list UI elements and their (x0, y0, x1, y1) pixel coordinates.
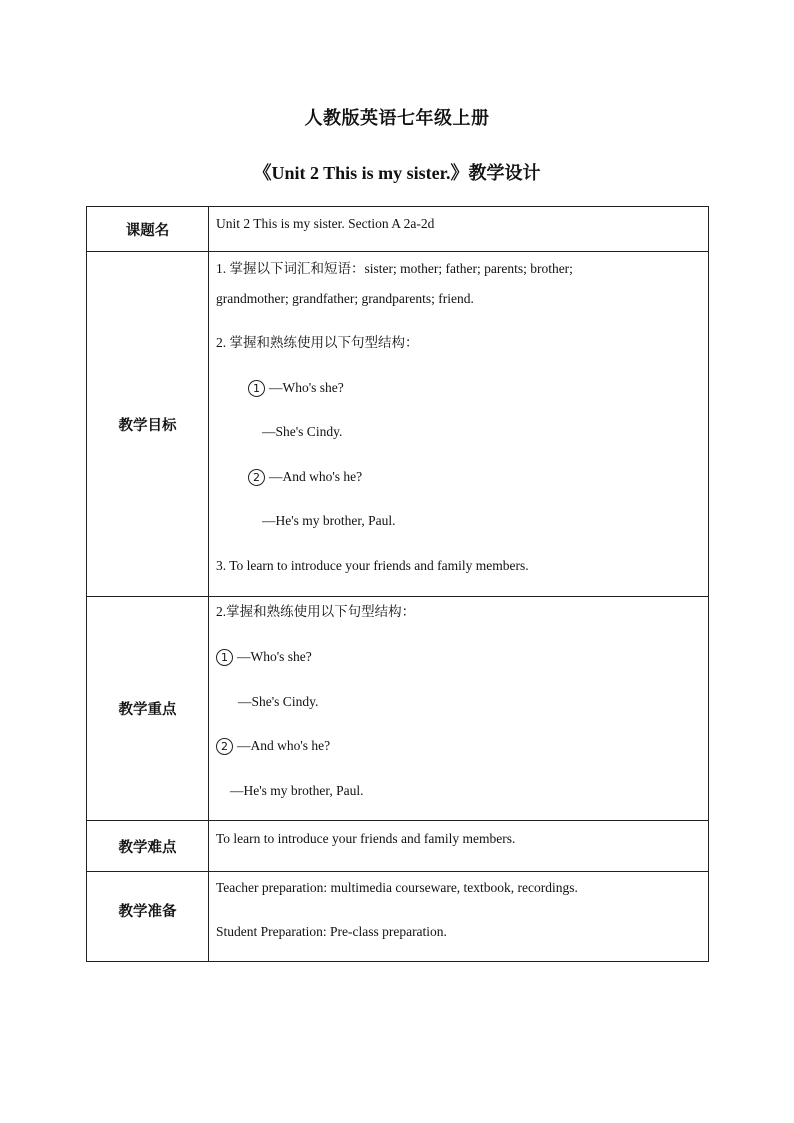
label-key-points: 教学重点 (87, 597, 209, 821)
key-points-line: —She's Cindy. (238, 694, 319, 709)
label-preparation: 教学准备 (87, 872, 209, 962)
objectives-line: 3. To learn to introduce your friends and family members. (216, 558, 529, 573)
objectives-line: —He's my brother, Paul. (262, 513, 396, 528)
preparation-line: Teacher preparation: multimedia courseware, textbook, recordings. (216, 880, 578, 895)
table-row-preparation (87, 872, 709, 962)
content-difficulties (209, 821, 709, 872)
label-difficulties: 教学难点 (87, 821, 209, 872)
objectives-line (248, 379, 344, 397)
page-title: 人教版英语七年级上册 (304, 108, 490, 128)
key-points-dialog-text: —Who's she? (237, 649, 312, 664)
content-key-points (209, 597, 709, 821)
circled-number-2: 2 (248, 469, 265, 486)
label-topic: 课题名 (87, 207, 209, 252)
label-objectives: 教学目标 (87, 252, 209, 597)
table-row-difficulties (87, 821, 709, 872)
objectives-line: 2. 掌握和熟练使用以下句型结构： (216, 335, 419, 350)
circled-number-2: 2 (216, 738, 233, 755)
objectives-line (248, 468, 362, 486)
content-preparation (209, 872, 709, 962)
topic-text: Unit 2 This is my sister. Section A 2a-2d (216, 216, 435, 231)
table-row-objectives (87, 252, 709, 597)
objectives-dialog-text: —Who's she? (269, 380, 344, 395)
table-row-topic (87, 207, 709, 252)
lesson-plan-table (86, 206, 709, 962)
preparation-line: Student Preparation: Pre-class preparation. (216, 924, 447, 939)
content-objectives (209, 252, 709, 597)
objectives-dialog-text: —And who's he? (269, 469, 363, 484)
circled-number-1: 1 (248, 380, 265, 397)
key-points-line (216, 648, 312, 666)
objectives-line: grandmother; grandfather; grandparents; friend. (216, 291, 474, 306)
difficulties-text: To learn to introduce your friends and family members. (216, 831, 516, 846)
objectives-line: 1. 掌握以下词汇和短语：sister; mother; father; parents; brother; (216, 261, 573, 276)
page-subtitle: 《Unit 2 This is my sister.》教学设计 (253, 163, 541, 183)
circled-number-1: 1 (216, 649, 233, 666)
key-points-dialog-text: —And who's he? (237, 738, 331, 753)
content-topic (209, 207, 709, 252)
key-points-line: 2.掌握和熟练使用以下句型结构： (216, 604, 416, 619)
key-points-line: —He's my brother, Paul. (230, 783, 364, 798)
key-points-line (216, 737, 330, 755)
table-row-key-points (87, 597, 709, 821)
objectives-line: —She's Cindy. (262, 424, 343, 439)
